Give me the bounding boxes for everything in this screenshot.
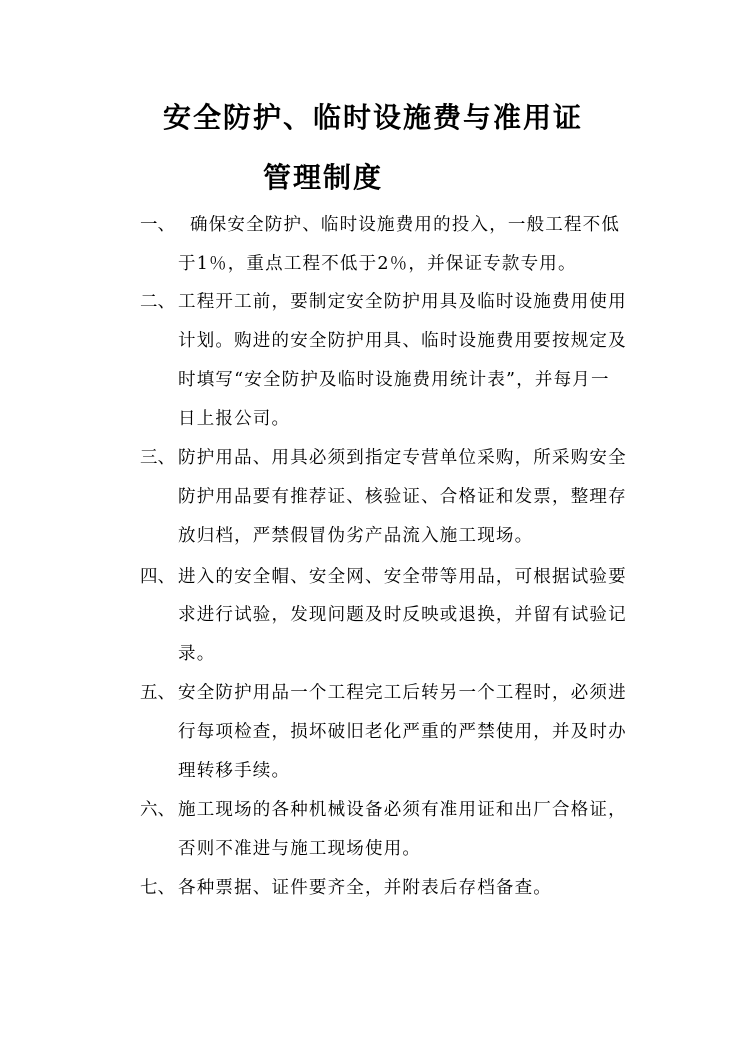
document-title-line-2: 管理制度	[263, 161, 384, 194]
item-text-line: 计划。购进的安全防护用具、临时设施费用要按规定及	[178, 331, 627, 351]
item-number: 二、	[140, 292, 175, 312]
item-text-line: 否则不准进与施工现场使用。	[178, 839, 422, 859]
item-number: 六、	[140, 800, 175, 820]
item-text-line: 日上报公司。	[178, 409, 291, 429]
document-title-line-1: 安全防护、临时设施费与准用证	[163, 101, 584, 134]
item-text-line: 理转移手续。	[178, 761, 291, 781]
item-number: 一、	[140, 215, 175, 235]
item-text-line: 安全防护用品一个工程完工后转另一个工程时，必须进	[178, 683, 627, 703]
item-text-line: 于1％，重点工程不低于2％，并保证专款专用。	[178, 254, 577, 274]
item-text-line: 行每项检查，损坏破旧老化严重的严禁使用，并及时办	[178, 722, 627, 742]
item-text-line: 录。	[178, 644, 216, 664]
item-text-line: 求进行试验，发现问题及时反映或退换，并留有试验记	[178, 605, 627, 625]
item-text-line: 各种票据、证件要齐全，并附表后存档备查。	[178, 878, 552, 898]
item-number: 七、	[140, 878, 175, 898]
item-number: 四、	[140, 567, 175, 587]
item-text-line: 施工现场的各种机械设备必须有准用证和出厂合格证，	[178, 800, 627, 820]
item-text-line: 进入的安全帽、安全网、安全带等用品，可根据试验要	[178, 567, 627, 587]
item-text-line: 放归档，严禁假冒伪劣产品流入施工现场。	[178, 526, 534, 546]
item-text-line: 时填写“安全防护及临时设施费用统计表”，并每月一	[178, 370, 610, 390]
item-text-line: 工程开工前，要制定安全防护用具及临时设施费用使用	[178, 292, 627, 312]
item-number: 三、	[140, 448, 175, 468]
item-number: 五、	[140, 683, 175, 703]
item-text-line: 确保安全防护、临时设施费用的投入，一般工程不低	[190, 215, 621, 235]
item-text-line: 防护用品要有推荐证、核验证、合格证和发票，整理存	[178, 487, 627, 507]
item-text-line: 防护用品、用具必须到指定专营单位采购，所采购安全	[178, 448, 627, 468]
